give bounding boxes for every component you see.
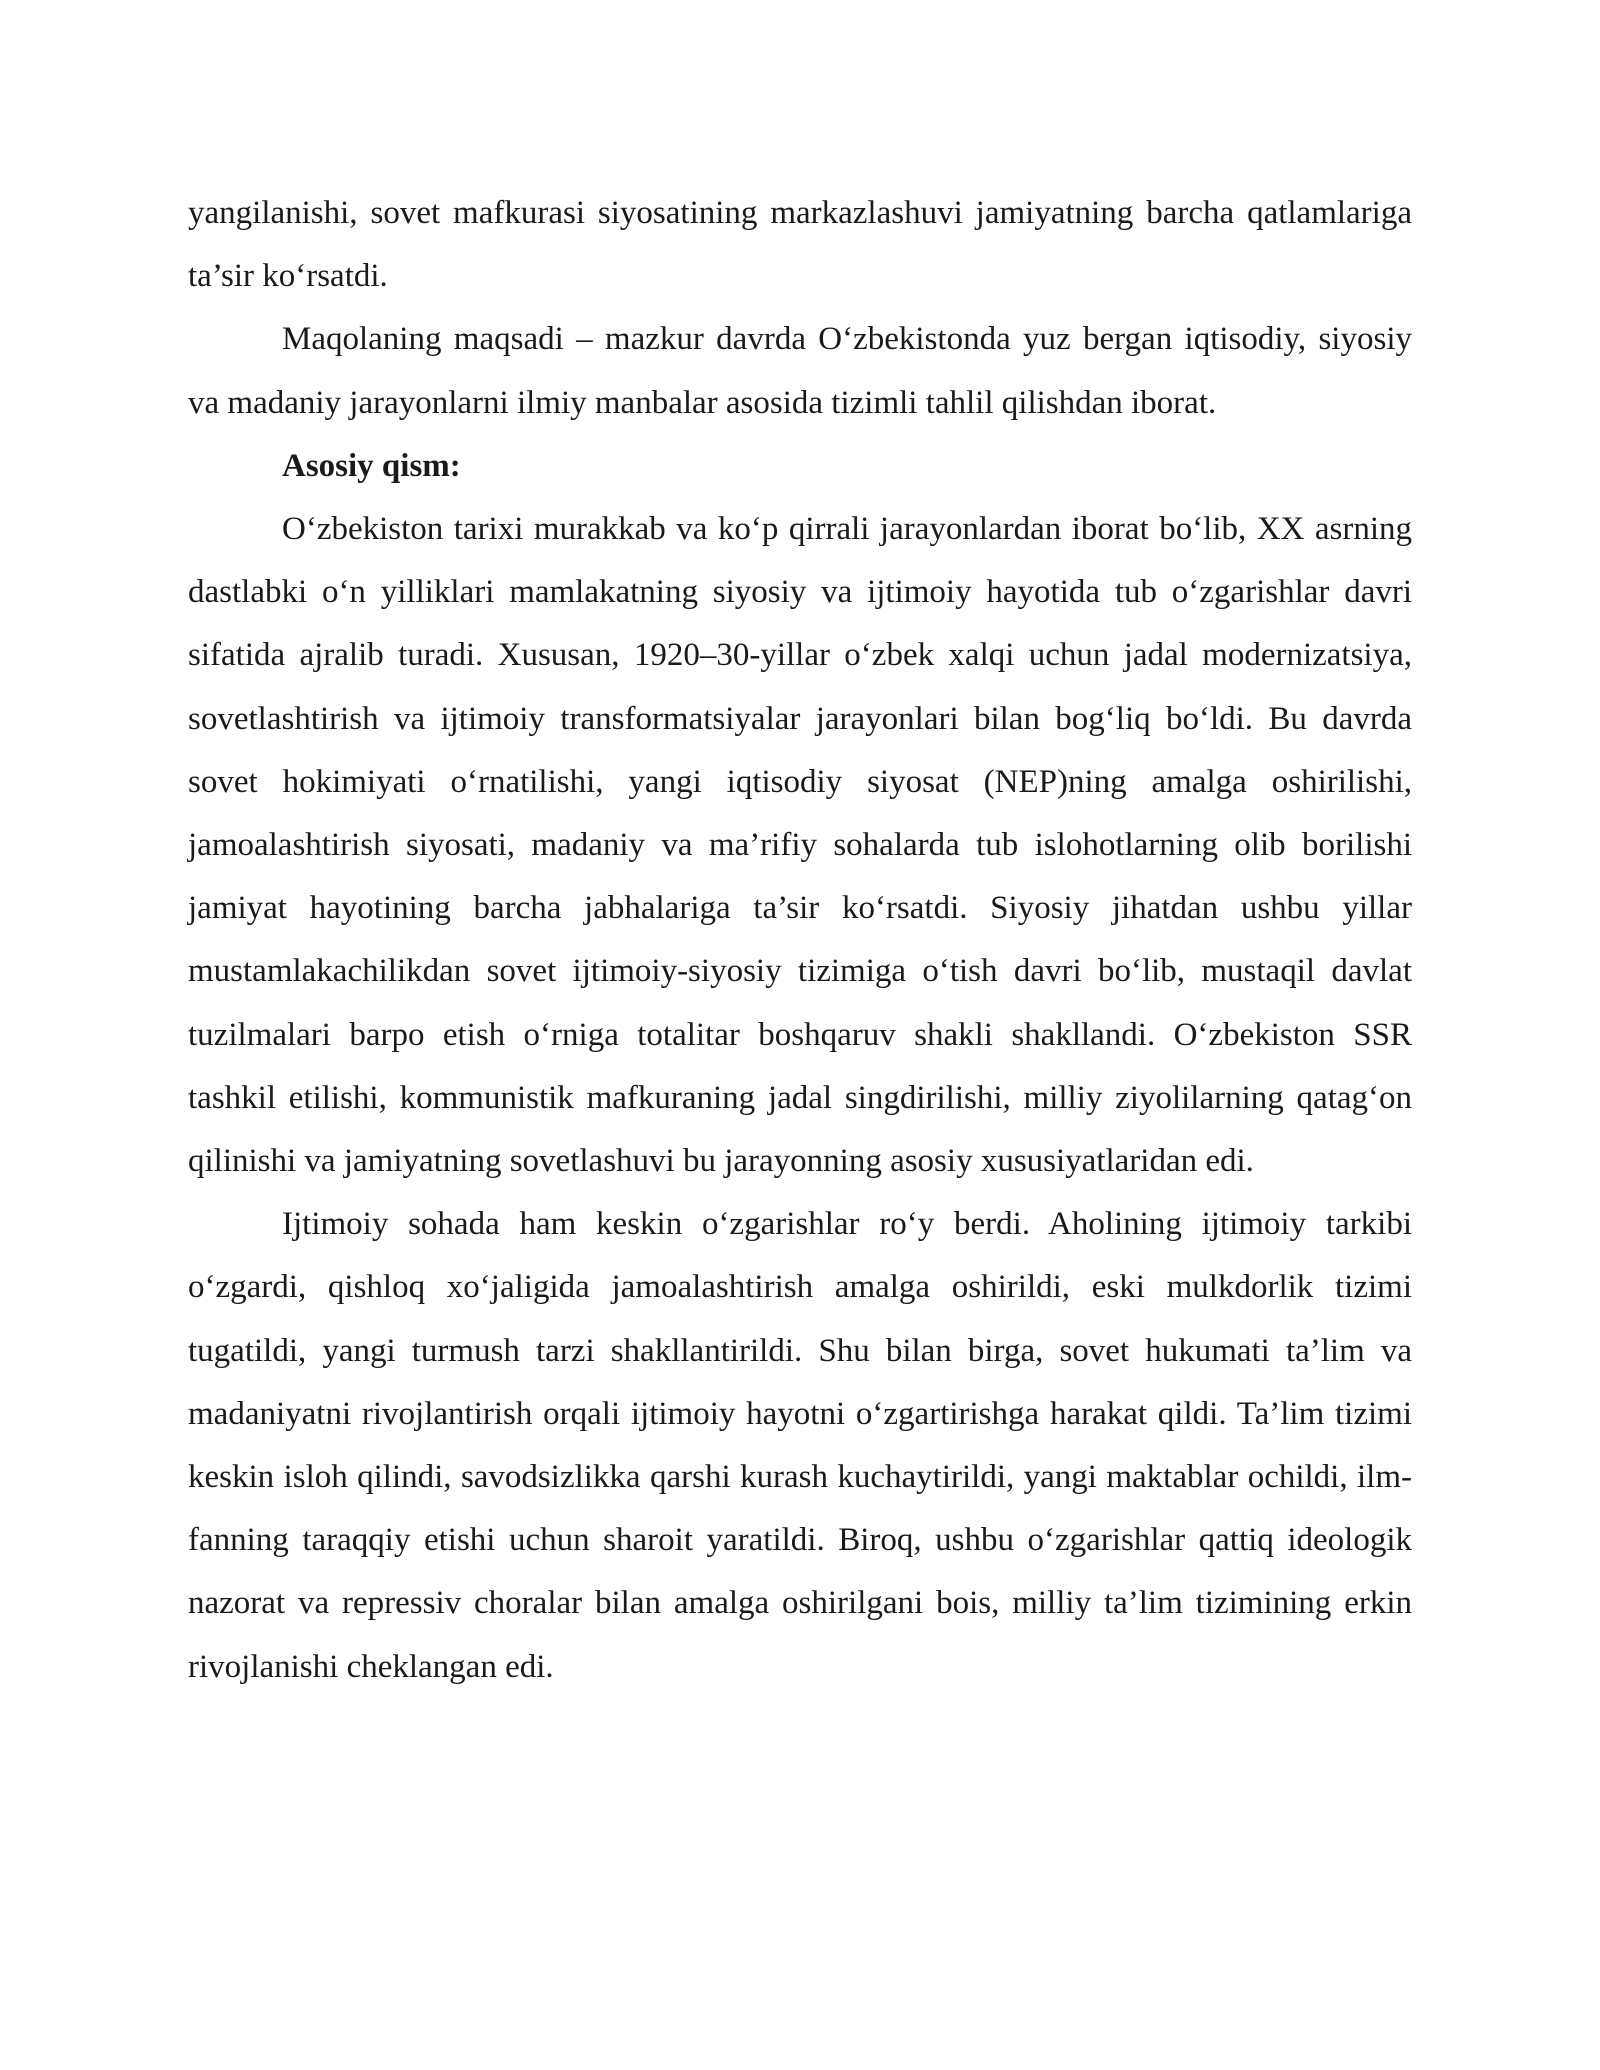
section-heading: Asosiy qism: bbox=[282, 447, 461, 484]
document-page bbox=[188, 182, 1412, 1699]
paragraph-body-social: Ijtimoiy sohada ham keskin o‘zgarishlar ro‘y berdi. Aholining ijtimoiy tarkibi o‘zgardi, qishloq xo‘jaligida jamoalashtirish amalga oshirildi, eski mulkdorlik tizimi tugatildi, yangi turmush tarzi shakllantirildi. Shu bilan birga, sovet hukumati ta’lim va madaniyatni rivojlantirish orqali ijtimoiy hayotni o‘zgartirishga harakat qildi. Ta’lim tizimi keskin isloh qilindi, savodsizlikka qarshi kurash kuchaytirildi, yangi maktablar ochildi, ilm-fanning taraqqiy etishi uchun sharoit yaratildi. Biroq, ushbu o‘zgarishlar qattiq ideologik nazorat va repressiv choralar bilan amalga oshirilgani bois, milliy ta’lim tizimining erkin rivojlanishi cheklangan edi. bbox=[188, 1206, 1412, 1685]
paragraph-purpose: Maqolaning maqsadi – mazkur davrda O‘zbekistonda yuz bergan iqtisodiy, siyosiy va madaniy jarayonlarni ilmiy manbalar asosida tizimli tahlil qilishdan iborat. bbox=[188, 321, 1412, 421]
paragraph-continuation: yangilanishi, sovet mafkurasi siyosatining markazlashuvi jamiyatning barcha qatlamlariga ta’sir ko‘rsatdi. bbox=[188, 195, 1412, 295]
paragraph-body-history: O‘zbekiston tarixi murakkab va ko‘p qirrali jarayonlardan iborat bo‘lib, XX asrning dastlabki o‘n yilliklari mamlakatning siyosiy va ijtimoiy hayotida tub o‘zgarishlar davri sifatida ajralib turadi. Xususan, 1920–30-yillar o‘zbek xalqi uchun jadal modernizatsiya, sovetlashtirish va ijtimoiy transformatsiyalar jarayonlari bilan bog‘liq bo‘ldi. Bu davrda sovet hokimiyati o‘rnatilishi, yangi iqtisodiy siyosat (NEP)ning amalga oshirilishi, jamoalashtirish siyosati, madaniy va ma’rifiy sohalarda tub islohotlarning olib borilishi jamiyat hayotining barcha jabhalariga ta’sir ko‘rsatdi. Siyosiy jihatdan ushbu yillar mustamlakachilikdan sovet ijtimoiy-siyosiy tizimiga o‘tish davri bo‘lib, mustaqil davlat tuzilmalari barpo etish o‘rniga totalitar boshqaruv shakli shakllandi. O‘zbekiston SSR tashkil etilishi, kommunistik mafkuraning jadal singdirilishi, milliy ziyolilarning qatag‘on qilinishi va jamiyatning sovetlashuvi bu jarayonning asosiy xususiyatlaridan edi. bbox=[188, 511, 1412, 1180]
